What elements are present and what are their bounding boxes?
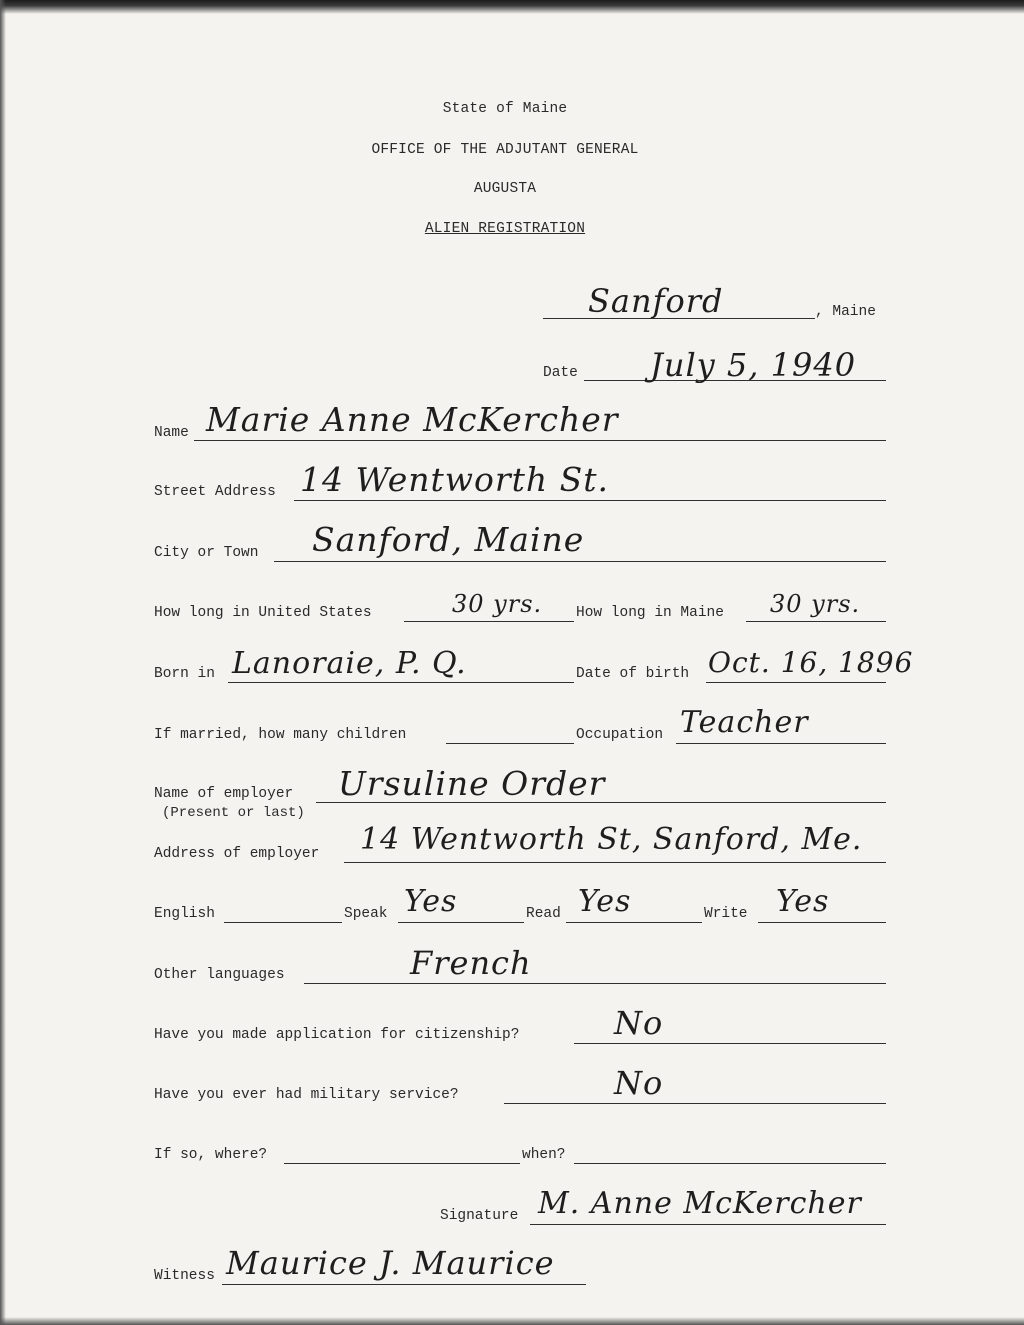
maine-duration-label: How long in Maine [576, 605, 724, 621]
birthplace-value: Lanoraie, P. Q. [232, 646, 467, 681]
speak-value: Yes [404, 884, 458, 919]
employer-address-line [344, 862, 886, 863]
occupation-line [676, 743, 886, 744]
read-line [566, 922, 702, 923]
military-label: Have you ever had military service? [154, 1087, 459, 1103]
signature-value: M. Anne McKercher [538, 1186, 862, 1221]
read-label: Read [526, 906, 561, 922]
dob-label: Date of birth [576, 666, 690, 682]
witness-label: Witness [154, 1268, 215, 1284]
us-duration-label: How long in United States [154, 605, 372, 621]
occupation-value: Teacher [680, 705, 809, 740]
header-office: OFFICE OF THE ADJUTANT GENERAL [371, 142, 639, 158]
maine-duration-value: 30 yrs. [770, 590, 861, 618]
citizenship-label: Have you made application for citizenship? [154, 1027, 520, 1043]
english-line [224, 922, 342, 923]
street-line [294, 500, 886, 501]
us-duration-value: 30 yrs. [452, 590, 543, 618]
signature-label: Signature [440, 1208, 519, 1224]
header-state: State of Maine [442, 101, 568, 117]
employer-label: Name of employer [154, 786, 294, 802]
other-languages-line [304, 983, 886, 984]
street-value: 14 Wentworth St. [300, 460, 610, 499]
employer-value: Ursuline Order [338, 764, 606, 803]
english-label: English [154, 906, 215, 922]
date-label: Date [543, 365, 578, 381]
speak-line [398, 922, 524, 923]
write-line [758, 922, 886, 923]
children-line [446, 743, 574, 744]
read-value: Yes [578, 884, 632, 919]
dob-line [706, 682, 886, 683]
maine-duration-line [746, 621, 886, 622]
other-languages-label: Other languages [154, 967, 285, 983]
birthplace-line [228, 682, 574, 683]
when-label: when? [522, 1147, 566, 1163]
us-duration-line [404, 621, 574, 622]
city-line [274, 561, 886, 562]
header-city: AUGUSTA [473, 181, 537, 197]
where-line [284, 1163, 520, 1164]
header-form-title: ALIEN REGISTRATION [424, 221, 586, 237]
date-value: July 5, 1940 [650, 346, 857, 384]
occupation-label: Occupation [576, 727, 664, 743]
military-line [504, 1103, 886, 1104]
write-value: Yes [776, 884, 830, 919]
scan-edge-left [0, 0, 6, 1325]
other-languages-value: French [410, 944, 532, 982]
speak-label: Speak [344, 906, 388, 922]
employer-address-value: 14 Wentworth St, Sanford, Me. [360, 822, 863, 857]
birthplace-label: Born in [154, 666, 215, 682]
citizenship-line [574, 1043, 886, 1044]
military-value: No [614, 1064, 664, 1102]
name-label: Name [154, 425, 189, 441]
signature-line [530, 1224, 886, 1225]
town-value: Sanford [588, 282, 724, 320]
witness-line [222, 1284, 586, 1285]
citizenship-value: No [614, 1004, 664, 1042]
name-line [194, 440, 886, 441]
witness-value: Maurice J. Maurice [226, 1244, 555, 1282]
city-value: Sanford, Maine [312, 520, 585, 559]
employer-sublabel: (Present or last) [162, 805, 305, 821]
street-label: Street Address [154, 484, 276, 500]
city-label: City or Town [154, 545, 259, 561]
children-label: If married, how many children [154, 727, 407, 743]
town-suffix: , Maine [815, 304, 876, 320]
scan-edge-bottom [0, 1317, 1024, 1325]
dob-value: Oct. 16, 1896 [708, 646, 914, 679]
where-label: If so, where? [154, 1147, 268, 1163]
scan-edge-top [0, 0, 1024, 14]
write-label: Write [704, 906, 748, 922]
name-value: Marie Anne McKercher [206, 400, 619, 439]
employer-address-label: Address of employer [154, 846, 320, 862]
when-line [574, 1163, 886, 1164]
